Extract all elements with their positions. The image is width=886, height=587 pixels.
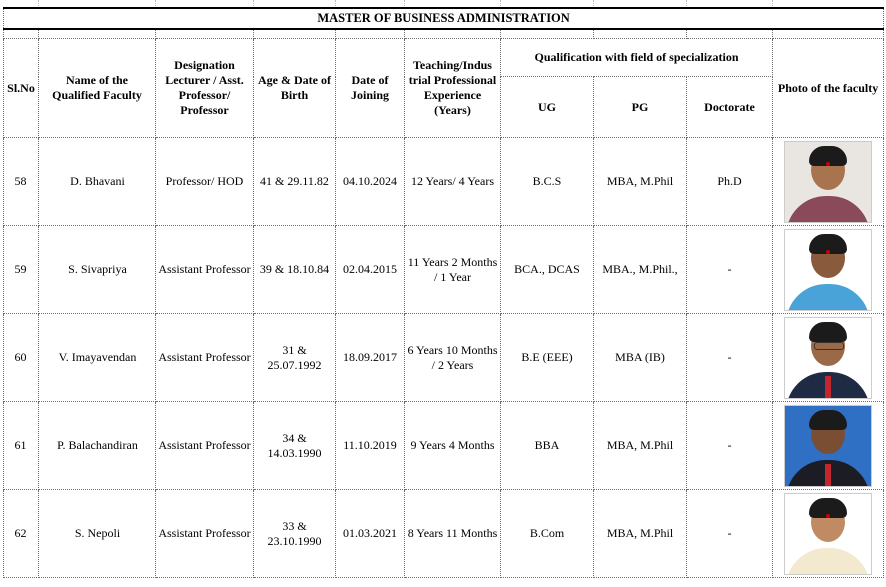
table-row <box>4 490 884 578</box>
cell-ug: BBA <box>501 402 594 490</box>
header-doctorate: Doctorate <box>687 77 773 138</box>
cell-experience: 11 Years 2 Months / 1 Year <box>405 226 501 314</box>
cell-slno: 58 <box>4 138 39 226</box>
cell-age-dob: 33 & 23.10.1990 <box>254 490 336 578</box>
cell-name: V. Imayavendan <box>39 314 156 402</box>
header-qualification: Qualification with field of specialization <box>501 39 773 77</box>
header-designation: Designation Lecturer / Asst. Professor/ Professor <box>156 39 254 138</box>
header-photo: Photo of the faculty <box>773 39 884 138</box>
cell-doj: 11.10.2019 <box>336 402 405 490</box>
cell-photo <box>773 314 884 402</box>
cell-doctorate: - <box>687 314 773 402</box>
cell-age-dob: 39 & 18.10.84 <box>254 226 336 314</box>
cell-pg: MBA, M.Phil <box>594 138 687 226</box>
cell-designation: Professor/ HOD <box>156 138 254 226</box>
header-ug: UG <box>501 77 594 138</box>
cell-ug: B.Com <box>501 490 594 578</box>
cell-doctorate: Ph.D <box>687 138 773 226</box>
table-row <box>4 314 884 402</box>
cell-doj: 01.03.2021 <box>336 490 405 578</box>
cell-pg: MBA, M.Phil <box>594 402 687 490</box>
cell-slno: 62 <box>4 490 39 578</box>
cell-name: S. Nepoli <box>39 490 156 578</box>
cell-pg: MBA., M.Phil., <box>594 226 687 314</box>
cell-doj: 04.10.2024 <box>336 138 405 226</box>
cell-ug: B.C.S <box>501 138 594 226</box>
cell-doj: 18.09.2017 <box>336 314 405 402</box>
cell-slno: 59 <box>4 226 39 314</box>
table-row <box>4 226 884 314</box>
cell-slno: 61 <box>4 402 39 490</box>
faculty-photo <box>784 405 872 487</box>
cell-doctorate: - <box>687 490 773 578</box>
header-name: Name of the Qualified Faculty <box>39 39 156 138</box>
cell-photo <box>773 402 884 490</box>
header-slno: Sl.No <box>4 39 39 138</box>
table-row <box>4 138 884 226</box>
cell-experience: 12 Years/ 4 Years <box>405 138 501 226</box>
cell-slno: 60 <box>4 314 39 402</box>
cell-experience: 9 Years 4 Months <box>405 402 501 490</box>
faculty-photo <box>784 493 872 575</box>
cell-age-dob: 34 & 14.03.1990 <box>254 402 336 490</box>
cell-doctorate: - <box>687 402 773 490</box>
faculty-photo <box>784 141 872 223</box>
cell-name: D. Bhavani <box>39 138 156 226</box>
cell-designation: Assistant Professor <box>156 226 254 314</box>
cell-age-dob: 31 & 25.07.1992 <box>254 314 336 402</box>
cell-designation: Assistant Professor <box>156 314 254 402</box>
cell-doj: 02.04.2015 <box>336 226 405 314</box>
cell-photo <box>773 490 884 578</box>
header-age-dob: Age & Date of Birth <box>254 39 336 138</box>
header-doj: Date of Joining <box>336 39 405 138</box>
cell-doctorate: - <box>687 226 773 314</box>
page-title: MASTER OF BUSINESS ADMINISTRATION <box>4 8 884 29</box>
cell-ug: B.E (EEE) <box>501 314 594 402</box>
header-experience: Teaching/Indus trial Professional Experience (Years) <box>405 39 501 138</box>
cell-name: P. Balachandiran <box>39 402 156 490</box>
cell-designation: Assistant Professor <box>156 402 254 490</box>
cell-pg: MBA (IB) <box>594 314 687 402</box>
faculty-table <box>3 7 884 578</box>
cell-photo <box>773 138 884 226</box>
cell-experience: 6 Years 10 Months / 2 Years <box>405 314 501 402</box>
cell-age-dob: 41 & 29.11.82 <box>254 138 336 226</box>
cell-name: S. Sivapriya <box>39 226 156 314</box>
table-row <box>4 402 884 490</box>
cell-ug: BCA., DCAS <box>501 226 594 314</box>
faculty-photo <box>784 229 872 311</box>
cell-photo <box>773 226 884 314</box>
cell-pg: MBA, M.Phil <box>594 490 687 578</box>
faculty-photo <box>784 317 872 399</box>
header-pg: PG <box>594 77 687 138</box>
cell-experience: 8 Years 11 Months <box>405 490 501 578</box>
cell-designation: Assistant Professor <box>156 490 254 578</box>
